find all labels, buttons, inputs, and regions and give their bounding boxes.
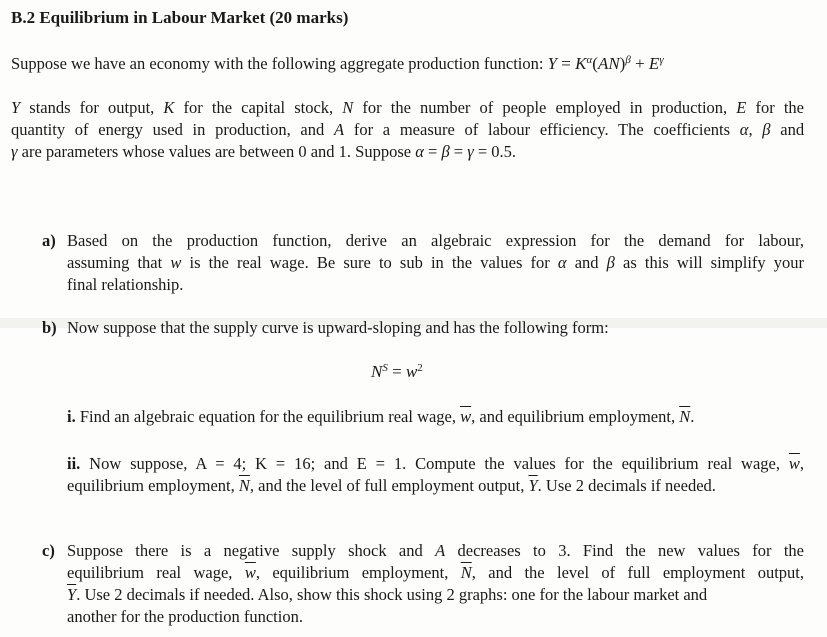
question-a-line-1: Based on the production function, derive an algebraic expression for the demand for labour, (67, 231, 804, 250)
question-b-line-1: Now suppose that the supply curve is upward-sloping and has the following form: (67, 318, 609, 337)
definitions-line-1: Y stands for output, K for the capital stock, N for the number of people employed in production, E for the (11, 98, 805, 117)
intro-line (11, 53, 664, 75)
question-c-label: c) (42, 541, 55, 560)
question-c-line-3: $\overline{Y}$. Use 2 decimals if needed. Also, show this shock using 2 graphs: one for the labour market and (67, 585, 708, 604)
definitions-line-3: γ are parameters whose values are between 0 and 1. Suppose α = β = γ = 0.5. (11, 142, 517, 161)
question-b-label: b) (42, 318, 57, 337)
question-c-line-4: another for the production function. (67, 607, 303, 626)
intro-lead: Suppose we have an economy with the following aggregate production function: (11, 54, 544, 73)
production-function: $Y = K^\alpha(AN)^\beta + E^\gamma$ (547, 54, 664, 73)
question-b-ii-line-1: ii. Now suppose, A = 4; K = 16; and E = 1. Compute the values for the equilibrium real wage, $\overline{w}$, (67, 454, 805, 473)
question-c-line-2: equilibrium real wage, $\overline{w}$, equilibrium employment, $\overline{N}$, and the level of full employment output, (67, 563, 805, 582)
question-c-line-1: Suppose there is a negative supply shock and A decreases to 3. Find the new values for the (67, 541, 804, 560)
section-title: B.2 Equilibrium in Labour Market (20 marks) (11, 8, 349, 27)
definitions-line-2: quantity of energy used in production, and A for a measure of labour efficiency. The coefficients α, β and (11, 120, 805, 139)
question-a-label: a) (42, 231, 56, 250)
question-b-i: i. Find an algebraic equation for the equilibrium real wage, $\overline{w}$, and equilibrium employment, $\overline{N}$. (67, 407, 695, 426)
question-a-line-3: final relationship. (67, 275, 184, 294)
supply-equation: $N^S = w^2$ (371, 362, 423, 381)
question-b-ii-line-2: equilibrium employment, $\overline{N}$, and the level of full employment output, $\overline{Y}$. Use 2 decimals if needed. (67, 476, 716, 495)
question-a-line-2: assuming that w is the real wage. Be sure to sub in the values for α and β as this will simplify your (67, 253, 805, 272)
